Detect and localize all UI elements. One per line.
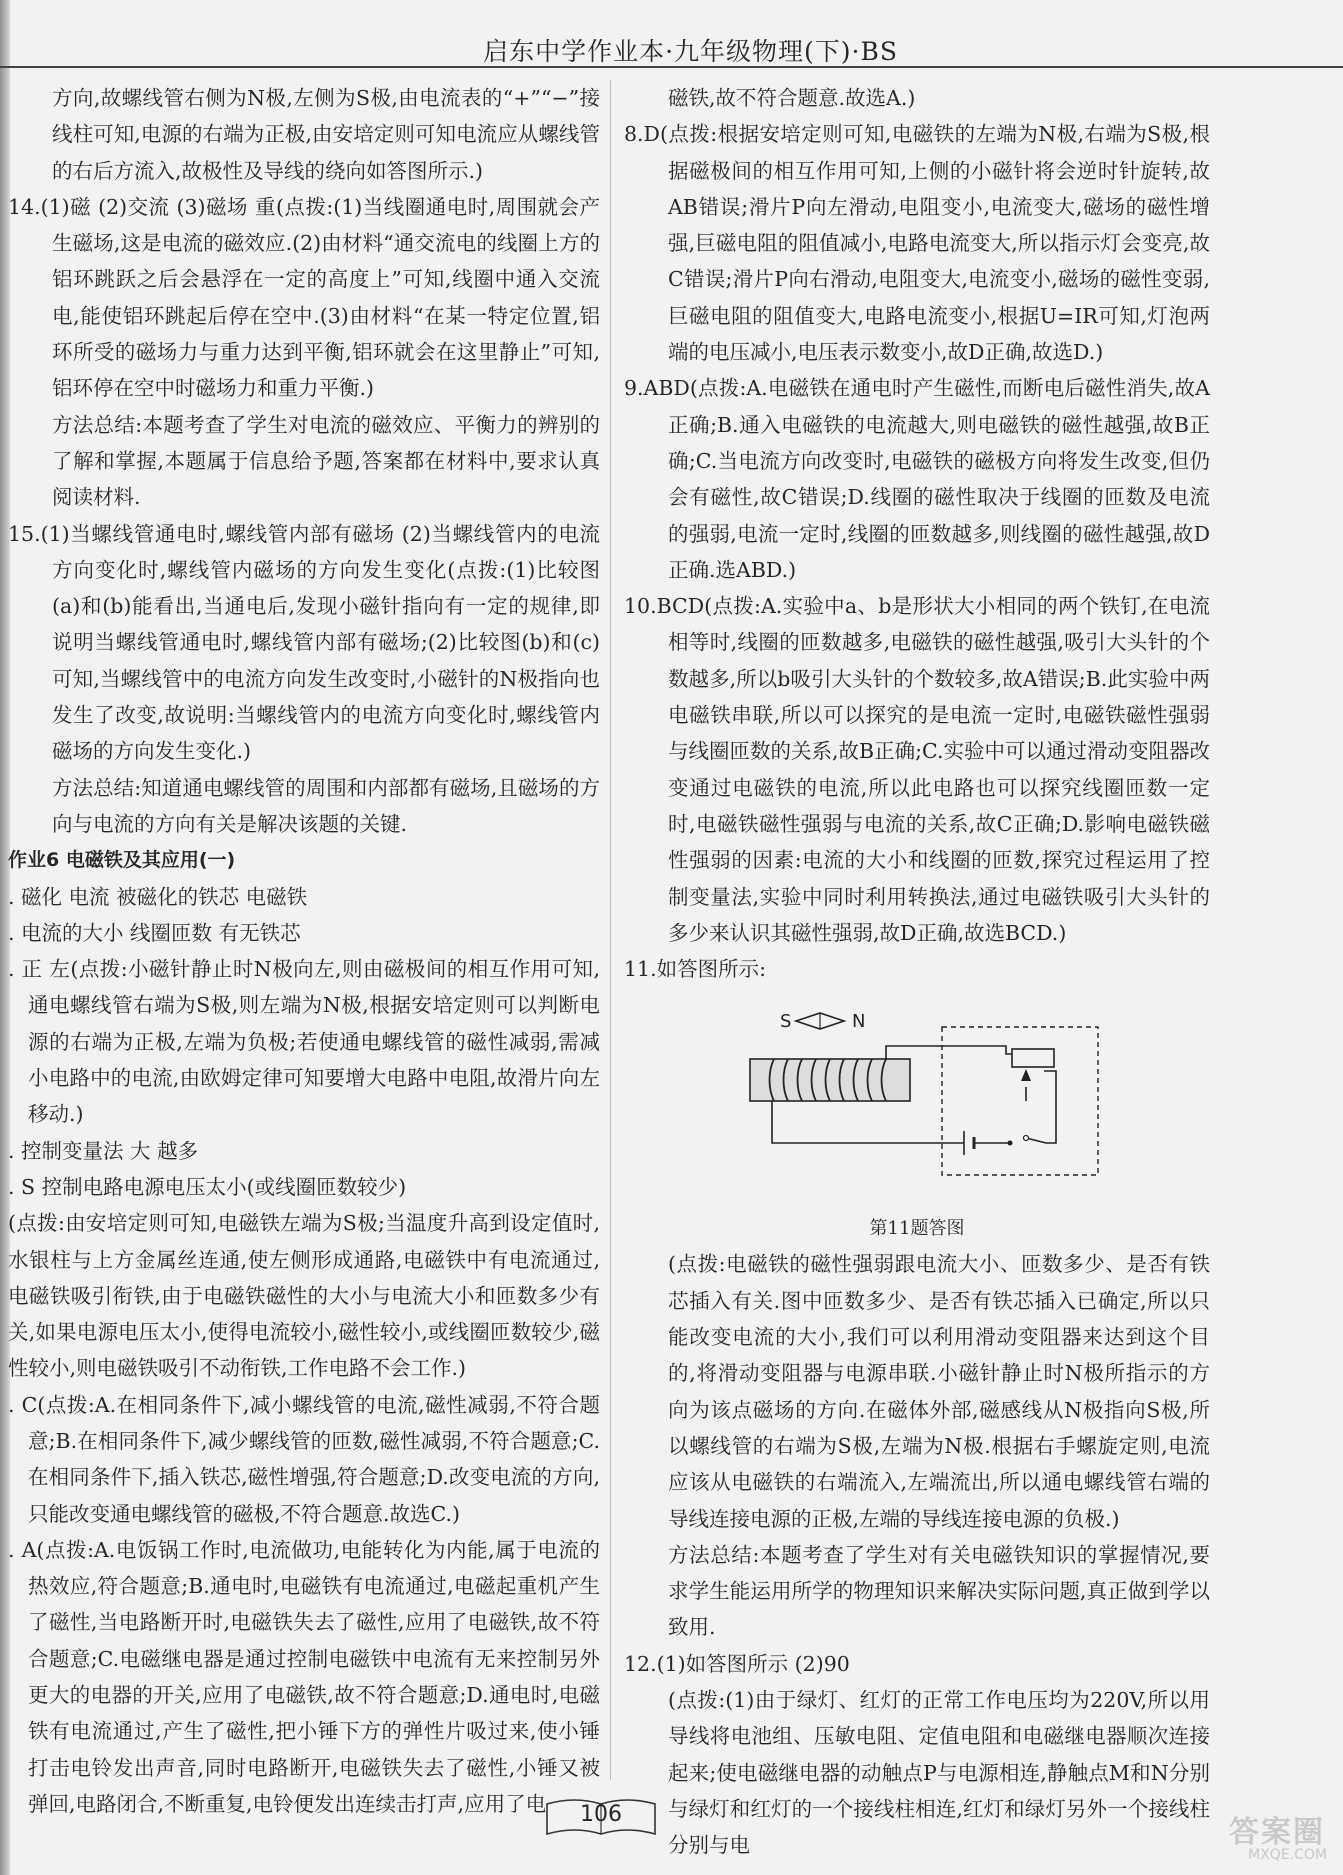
site-watermark [1213,1807,1333,1867]
paragraph: . 电流的大小 线圈匝数 有无铁芯 [8,920,301,945]
paragraph: . C(点拨:A.在相同条件下,减小螺线管的电流,磁性减弱,不符合题意;B.在相同条件下,减少螺线管的匝数,磁性减弱,不符合题意;C.在相同条件下,插入铁芯,磁性增强,符合题意;D.改变电流的方向,只能改变通电螺线管的磁极,不符合题意.故选C.) [8,1392,600,1526]
left-column [8,80,600,1822]
figure-11 [624,991,1210,1246]
paragraph: 8.D(点拨:根据安培定则可知,电磁铁的左端为N极,右端为S极,根据磁极间的相互作用可知,上侧的小磁针将会逆时针旋转,故AB错误;滑片P向左滑动,电阻变小,电流变大,磁场的磁性增强,巨磁电阻的阻值减小,电路电流变大,所以指示灯会变亮,故C错误;滑片P向右滑动,电阻变大,电流变小,磁场的磁性变弱,巨磁电阻的阻值变大,电路电流变小,根据U=IR可知,灯泡两端的电压减小,电压表示数变小,故D正确,故选D.) [624,122,1210,365]
paragraph: . S 控制电路电源电压太小(或线圈匝数较少) [8,1174,407,1199]
paragraph: (点拨:(1)由于绿灯、红灯的正常工作电压均为220V,所以用导线将电池组、压敏电阻、定值电阻和电磁继电器顺次连接起来;使电磁继电器的动触点P与电源相连,静触点M和N分别与绿灯和红灯的一个接线柱相连,红灯和绿灯另外一个接线柱分别与电 [668,1687,1210,1858]
paragraph: . 控制变量法 大 越多 [8,1138,199,1163]
paragraph: 作业6 电磁铁及其应用(一) [8,849,236,872]
watermark-url: MXQE.COM [1248,1847,1327,1863]
column-divider [610,80,611,1780]
paragraph: 9.ABD(点拨:A.电磁铁在通电时产生磁性,而断电后磁性消失,故A正确;B.通入电磁铁的电流越大,则电磁铁的磁性越强,故B正确;C.当电流方向改变时,电磁铁的磁极方向将发生改变,但仍会有磁性,故C错误;D.线圈的磁性取决于线圈的匝数及电流的强弱,电流一定时,线圈的匝数越多,则线圈的磁性越强,故D正确.选ABD.) [624,376,1210,582]
page-header [0,30,1343,68]
paragraph: . A(点拨:A.电饭锅工作时,电流做功,电能转化为内能,属于电流的热效应,符合题意;B.通电时,电磁铁有电流通过,电磁起重机产生了磁性,当电路断开时,电磁铁失去了磁性,应用了电磁铁,故不符合题意;C.电磁继电器是通过控制电磁铁中电流有无来控制另外更大的电器的开关,应用了电磁铁,故不符合题意;D.通电时,电磁铁有电流通过,产生了磁性,把小锤下方的弹性片吸过来,使小锤打击电铃发出声音,同时电路断开,电磁铁失去了磁性,小锤又被弹回,电路闭合,不断重复,电铃便发出连续击打声,应用了电 [8,1537,600,1816]
right-column-top [624,80,1210,987]
page-number: 106 [580,1802,622,1827]
paragraph: 方法总结:本题考查了学生对有关电磁铁知识的掌握情况,要求学生能运用所学的物理知识来解决实际问题,真正做到学以致用. [668,1542,1210,1640]
paragraph: 磁铁,故不符合题意.故选A.) [668,86,916,110]
right-column [624,80,1210,1863]
paragraph: . 正 左(点拨:小磁针静止时N极向左,则由磁极间的相互作用可知,通电螺线管右端为S极,则左端为N极,根据安培定则可以判断电源的右端为正极,左端为负极;若使通电螺线管的磁性减弱,需减小电路中的电流,由欧姆定律可知要增大电路中电阻,故滑片向左移动.) [8,957,600,1127]
paragraph: 14.(1)磁 (2)交流 (3)磁场 重(点拨:(1)当线圈通电时,周围就会产生磁场,这是电流的磁效应.(2)由材料“通交流电的线圈上方的铝环跳跃之后会悬浮在一定的高度上”可知,线圈中通入交流电,能使铝环跳起后停在空中.(3)由材料“在某一特定位置,铝环所受的磁场力与重力达到平衡,铝环就会在这里静止”可知,铝环停在空中时磁场力和重力平衡.) [8,194,600,401]
watermark-logo: 答案圈 [1229,1815,1325,1850]
paragraph: (点拨:电磁铁的磁性强弱跟电流大小、匝数多少、是否有铁芯插入有关.图中匝数多少、是否有铁芯插入已确定,所以只能改变电流的大小,我们可以利用滑动变阻器来达到这个目的,将滑动变阻器与电源串联.小磁针静止时N极所指示的方向为该点磁场的方向.在磁体外部,磁感线从N极指向S极,所以螺线管的右端为S极,左端为N极.根据右手螺旋定则,电流应该从电磁铁的右端流入,左端流出,所以通电螺线管右端的导线连接电源的正极,左端的导线连接电源的负极.) [668,1252,1210,1531]
paragraph: 10.BCD(点拨:A.实验中a、b是形状大小相同的两个铁钉,在电流相等时,线圈的匝数越多,电磁铁的磁性越强,吸引大头针的个数越多,所以b吸引大头针的个数较多,故A错误;B.此实验中两电磁铁串联,所以可以探究的是电流一定时,电磁铁磁性强弱与线圈匝数的关系,故B正确;C.实验中可以通过滑动变阻器改变通过电磁铁的电流,所以此电路也可以探究线圈匝数一定时,电磁铁磁性强弱与电流的关系,故C正确;D.影响电磁铁磁性强弱的因素:电流的大小和线圈的匝数,探究过程运用了控制变量法,实验中同时利用转换法,通过电磁铁吸引大头针的多少来认识其磁性强弱,故D正确,故选BCD.) [624,594,1210,945]
slider-arrow [1021,1069,1031,1081]
right-column-bottom [624,1246,1210,1863]
paragraph: 方法总结:知道通电螺线管的周围和内部都有磁场,且磁场的方向与电流的方向有关是解决该题的关键. [52,775,600,836]
paragraph: . 磁化 电流 被磁化的铁芯 电磁铁 [8,884,308,909]
switch-contact [1024,1136,1029,1141]
header-title: 启东中学作业本·九年级物理(下)·BS [483,37,898,66]
paragraph: 15.(1)当螺线管通电时,螺线管内部有磁场 (2)当螺线管内的电流方向变化时,螺线管内磁场的方向发生变化(点拨:(1)比较图(a)和(b)能看出,当通电后,发现小磁针指向有一定的规律,即说明当螺线管通电时,螺线管内部有磁场;(2)比较图(b)和(c)可知,当螺线管中的电流方向发生改变时,小磁针的N极指向也发生了改变,故说明:当螺线管内的电流方向变化时,螺线管内磁场的方向发生变化.) [8,521,600,764]
needle-label-s: S [780,1011,792,1033]
solenoid-core [750,1059,910,1101]
paragraph: 方向,故螺线管右侧为N极,左侧为S极,由电流表的“+”“−”接线柱可知,电源的右端为正极,由安培定则可知电流应从螺线管的右后方流入,故极性及导线的绕向如答图所示.) [52,86,600,183]
page-number-badge [541,1796,661,1840]
rheostat [1012,1049,1054,1067]
circuit-diagram [744,991,1104,1206]
paragraph: 12.(1)如答图所示 (2)90 [624,1651,850,1676]
paragraph: 11.如答图所示: [624,957,767,982]
switch-pivot [1008,1141,1013,1146]
paragraph: 方法总结:本题考查了学生对电流的磁效应、平衡力的辨别的了解和掌握,本题属于信息给予题,答案都在材料中,要求认真阅读材料. [52,412,600,510]
needle-label-n: N [852,1011,866,1033]
paragraph: (点拨:由安培定则可知,电磁铁左端为S极;当温度升高到设定值时,水银柱与上方金属丝连通,使左侧形成通路,电磁铁中有电流通过,电磁铁吸引衔铁,由于电磁铁磁性的大小与电流大小和匝数多少有关,如果电源电压太小,使得电流较小,磁性较小,或线圈匝数较少,磁性较小,则电磁铁吸引不动衔铁,工作电路不会工作.) [8,1211,600,1381]
figure-caption: 第11题答图 [869,1218,965,1240]
